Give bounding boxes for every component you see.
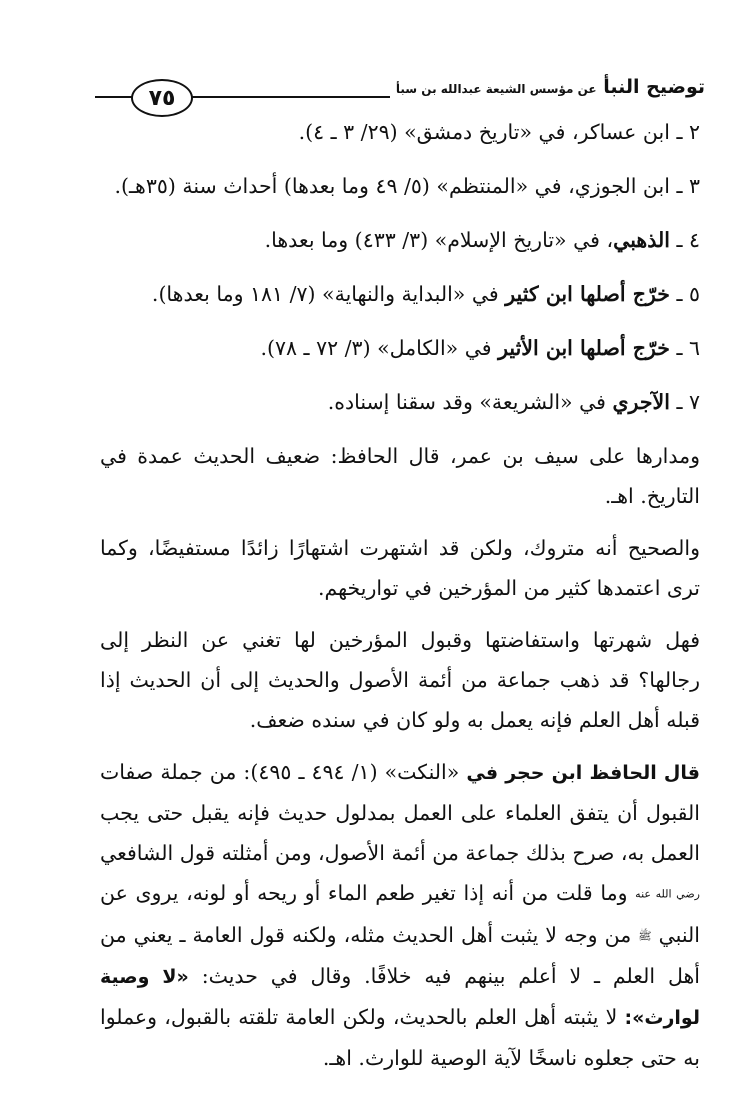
paragraph: فهل شهرتها واستفاضتها وقبول المؤرخين لها تغني عن النظر إلى رجالها؟ قد ذهب جماعة من أئمة الأصول والحديث إلى أن الحديث إذا قبله أهل العلم فإنه يعمل به ولو كان في سنده ضعف. [100, 628, 700, 732]
honorific-glyph: رضي الله عنه [635, 887, 700, 901]
honorific-glyph: ﷺ [638, 929, 652, 942]
list-item [100, 112, 700, 152]
quote-lead: قال الحافظ ابن حجر في [466, 762, 700, 784]
paragraph: ومدارها على سيف بن عمر، قال الحافظ: ضعيف الحديث عمدة في التاريخ. اهـ. [100, 444, 700, 508]
item-number: ٤ ـ [676, 228, 700, 252]
hadith-quote: «لا وصية لوارث»: [100, 966, 700, 1029]
page-body [100, 112, 700, 1090]
item-number: ٥ ـ [676, 282, 700, 306]
quote-source: «النكت» (١/ ٤٩٤ ـ ٤٩٥): [243, 760, 460, 784]
list-item [100, 166, 700, 206]
item-author: الذهبي [613, 228, 670, 252]
item-author: خرّج أصلها ابن كثير [505, 282, 670, 306]
item-reference: في «الشريعة» وقد سقنا إسناده. [327, 390, 613, 414]
page-number: ٧٥ [131, 79, 193, 117]
quote-text-c: من وجه لا يثبت أهل الحديث مثله، ولكنه قول العامة ـ يعني من أهل العلم ـ لا أعلم بينهم فيه خلافًا. وقال في حديث: [100, 922, 700, 988]
paragraph: والصحيح أنه متروك، ولكن قد اشتهرت اشتهارًا زائدًا مستفيضًا، وكما ترى اعتمدها كثير من المؤرخين في تواريخهم. [100, 536, 700, 600]
book-subtitle: عن مؤسس الشيعة عبدالله بن سبأ [395, 82, 597, 96]
item-reference: في «البداية والنهاية» (٧/ ١٨١ وما بعدها). [151, 282, 506, 306]
list-item [100, 382, 700, 422]
quote-text-a: من جملة صفات القبول أن يتفق العلماء على العمل بمدلول حديث فإنه يقبل حتى يجب العمل به، صرح بذلك جماعة من أئمة الأصول، ومن أمثلته قول الشافعي [100, 760, 700, 865]
quote-text-b: وما قلت من أنه إذا تغير طعم الماء أو ريحه أو لونه، يروى عن النبي [100, 881, 700, 947]
list-item [100, 220, 700, 260]
running-title [390, 76, 705, 98]
item-author: ابن الجوزي [574, 174, 670, 198]
item-author: خرّج أصلها ابن الأثير [498, 336, 670, 360]
item-reference: ، في «المنتظم» (٥/ ٤٩ وما بعدها) أحداث سنة (٣٥هـ). [114, 174, 575, 198]
item-number: ٦ ـ [676, 336, 700, 360]
item-author: ابن عساكر [578, 120, 670, 144]
quote-paragraph [100, 752, 700, 1078]
list-item [100, 328, 700, 368]
item-reference: ، في «تاريخ الإسلام» (٣/ ٤٣٣) وما بعدها. [264, 228, 614, 252]
item-number: ٧ ـ [676, 390, 700, 414]
item-reference: ، في «تاريخ دمشق» (٢٩/ ٣ ـ ٤). [298, 120, 579, 144]
item-number: ٣ ـ [676, 174, 700, 198]
item-reference: في «الكامل» (٣/ ٧٢ ـ ٧٨). [260, 336, 499, 360]
book-title: توضيح النبأ [603, 76, 705, 98]
quote-text-d: لا يثبته أهل العلم بالحديث، ولكن العامة تلقته بالقبول، وعملوا به حتى جعلوه ناسخًا لآية الوصية للوارث. اهـ. [100, 1005, 700, 1070]
item-author: الآجري [612, 390, 670, 414]
item-number: ٢ ـ [676, 120, 700, 144]
list-item [100, 274, 700, 314]
